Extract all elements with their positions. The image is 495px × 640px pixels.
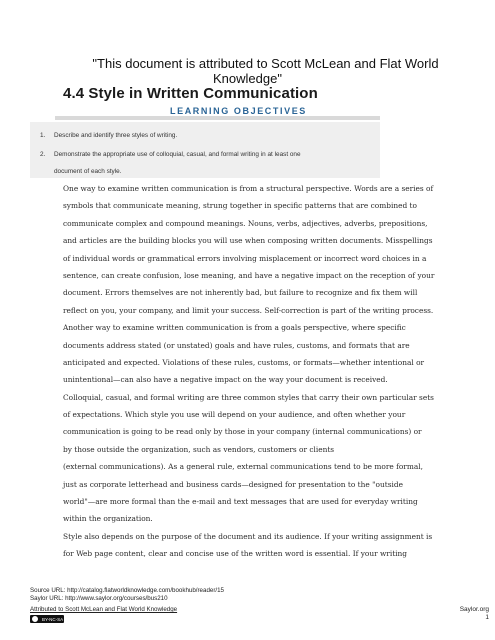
section-title: 4.4 Style in Written Communication	[63, 85, 318, 102]
learning-objectives-heading: LEARNING OBJECTIVES	[170, 106, 307, 116]
body-line: Colloquial, casual, and formal writing are three common styles that carry their own particular sets	[63, 392, 434, 402]
body-line: (external communications). As a general rule, external communications tend to be more formal,	[63, 462, 423, 472]
body-line: of expectations. Which style you use will depend on your audience, and often whether your	[63, 410, 406, 420]
list-item-text: document of each style.	[54, 168, 122, 175]
list-item	[40, 132, 370, 140]
body-text	[63, 180, 463, 563]
body-line: and articles are the building blocks you will use when composing written documents. Misspellings	[63, 236, 433, 246]
cc-icon	[31, 615, 39, 623]
body-line: by those outside the organization, such as vendors, customers or clients	[63, 444, 335, 454]
source-url: Source URL: http://catalog.flatworldknowledge.com/bookhub/reader/15	[30, 587, 224, 594]
body-line: of individual words or grammatical errors involving misplacement or incorrect word choices in a	[63, 253, 427, 263]
footer-urls	[30, 587, 224, 603]
attribution-line-2: Knowledge"	[213, 71, 282, 86]
body-line: reflect on you, your company, and limit your success. Self-correction is part of the writing process.	[63, 305, 434, 315]
learning-objectives-box	[30, 122, 380, 178]
body-line: communication is going to be read only by those in your company (internal communications) or	[63, 427, 422, 437]
saylor-url: Saylor URL: http://www.saylor.org/courses/bus210	[30, 595, 168, 602]
body-line: for Web page content, clear and concise use of the written word is essential. If your writing	[63, 549, 408, 559]
body-line: within the organization.	[63, 514, 153, 524]
list-item	[40, 151, 370, 159]
body-line: document. Errors themselves are not inherently bad, but failure to recognize and fix them will	[63, 288, 418, 298]
list-item-text: Describe and identify three styles of writing.	[54, 132, 178, 139]
footer-attribution	[30, 606, 177, 613]
footer-site	[460, 606, 489, 622]
attribution-header	[0, 56, 495, 86]
learning-objectives-rule	[55, 116, 380, 120]
list-item-text: Demonstrate the appropriate use of colloquial, casual, and formal writing in at least one	[54, 151, 301, 158]
list-item-continuation	[40, 168, 370, 176]
site-name: Saylor.org	[459, 606, 489, 613]
body-line: communicate complex and compound meanings. Nouns, verbs, adjectives, adverbs, prepositions,	[63, 218, 428, 228]
license-label: BY-NC-SA	[42, 616, 64, 622]
body-line: One way to examine written communication is from a structural perspective. Words are a series of	[63, 184, 434, 193]
body-line: Another way to examine written communication is from a goals perspective, where specific	[63, 323, 406, 333]
body-line: world"—are more formal than the e-mail and text messages that are used for everyday writing	[63, 497, 418, 507]
cc-license-badge	[30, 615, 64, 623]
body-line: anticipated and expected. Violations of these rules, customs, or formats—whether intentional or	[63, 357, 425, 367]
list-item-number: 2.	[40, 151, 46, 158]
body-line: Style also depends on the purpose of the document and its audience. If your writing assignment is	[63, 531, 433, 541]
body-line: just as corporate letterhead and business cards—designed for presentation to the "outside	[63, 479, 403, 489]
body-line: sentence, can create confusion, lose meaning, and have a negative impact on the reception of your	[63, 270, 435, 280]
body-line: documents address stated (or unstated) goals and have rules, customs, and formats that are	[63, 340, 410, 350]
attribution-line-1: "This document is attributed to Scott McLean and Flat World	[92, 56, 439, 71]
body-line: unintentional—can also have a negative impact on the way your document is received.	[63, 375, 388, 385]
attribution-link[interactable]: Attributed to Scott McLean and Flat World Knowledge	[30, 606, 178, 613]
page-number: 1	[485, 614, 489, 621]
body-line: symbols that communicate meaning, strung together in specific patterns that are combined to	[63, 201, 417, 211]
list-item-number: 1.	[40, 132, 46, 139]
